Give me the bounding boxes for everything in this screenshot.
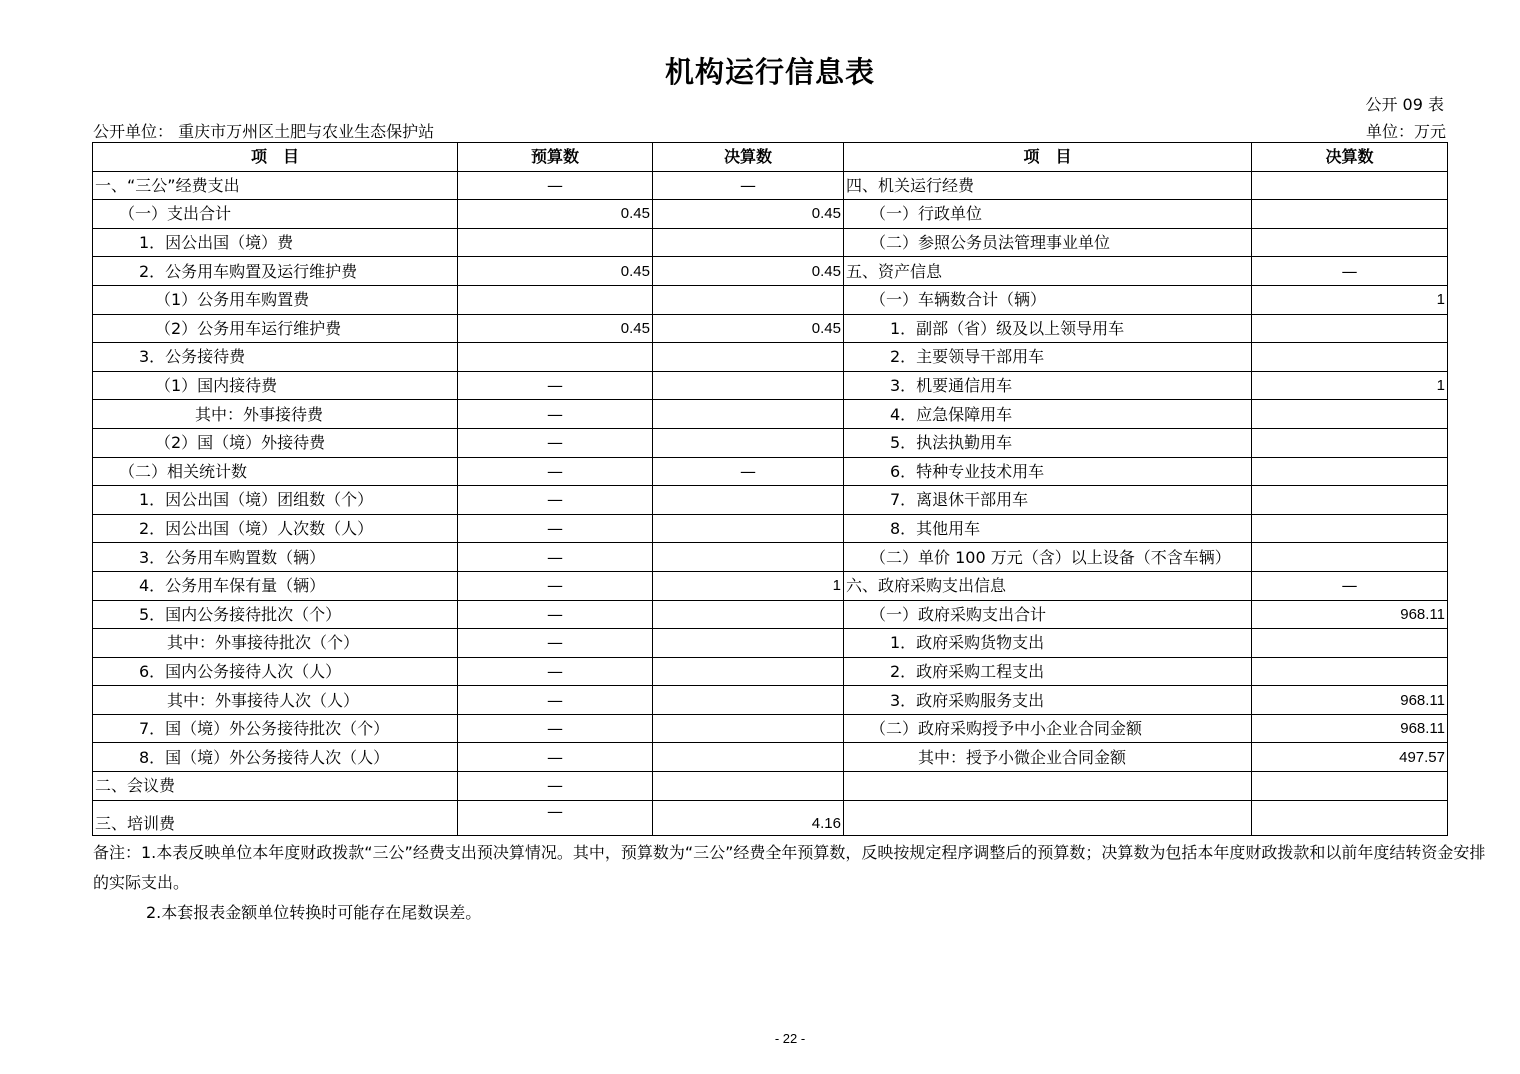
budget-cell: — <box>458 657 653 686</box>
right-item-cell: 四、机关运行经费 <box>844 171 1252 200</box>
budget-cell: — <box>458 800 653 835</box>
budget-cell: 0.45 <box>458 314 653 343</box>
left-item-cell: 其中：外事接待人次（人） <box>93 686 458 715</box>
table-row <box>93 514 1448 543</box>
budget-cell: — <box>458 514 653 543</box>
table-row <box>93 457 1448 486</box>
budget-cell: 0.45 <box>458 200 653 229</box>
left-item-cell: （二）相关统计数 <box>93 457 458 486</box>
right-final-cell: 1 <box>1252 371 1448 400</box>
table-row <box>93 400 1448 429</box>
right-item-cell <box>844 800 1252 835</box>
table-row <box>93 686 1448 715</box>
right-final-cell <box>1252 314 1448 343</box>
table-row <box>93 428 1448 457</box>
page-number: - 22 - <box>774 1031 806 1046</box>
right-item-cell: 3．机要通信用车 <box>844 371 1252 400</box>
right-item-cell: 2．主要领导干部用车 <box>844 343 1252 372</box>
final-cell <box>653 629 844 658</box>
right-final-cell: 1 <box>1252 285 1448 314</box>
currency-unit: 单位：万元 <box>1365 122 1446 141</box>
page-title: 机构运行信息表 <box>664 55 875 89</box>
table-row <box>93 228 1448 257</box>
budget-cell: — <box>458 743 653 772</box>
final-cell <box>653 543 844 572</box>
right-final-cell <box>1252 457 1448 486</box>
right-item-cell: （二）参照公务员法管理事业单位 <box>844 228 1252 257</box>
right-final-cell <box>1252 343 1448 372</box>
table-row <box>93 371 1448 400</box>
final-cell <box>653 772 844 801</box>
right-final-cell: — <box>1252 257 1448 286</box>
table-row <box>93 171 1448 200</box>
right-item-cell: 8．其他用车 <box>844 514 1252 543</box>
left-item-cell: 3．公务接待费 <box>93 343 458 372</box>
final-cell <box>653 743 844 772</box>
final-cell <box>653 428 844 457</box>
unit-label-group <box>93 119 434 142</box>
final-cell <box>653 285 844 314</box>
final-cell <box>653 371 844 400</box>
header-left-item: 项 目 <box>93 143 458 172</box>
table-row <box>93 714 1448 743</box>
right-final-cell: 968.11 <box>1252 714 1448 743</box>
budget-cell: — <box>458 371 653 400</box>
left-item-cell: 3．公务用车购置数（辆） <box>93 543 458 572</box>
right-item-cell: 其中：授予小微企业合同金额 <box>844 743 1252 772</box>
table-row <box>93 600 1448 629</box>
budget-cell: — <box>458 543 653 572</box>
final-cell <box>653 400 844 429</box>
right-final-cell <box>1252 543 1448 572</box>
budget-cell: — <box>458 600 653 629</box>
table-row <box>93 314 1448 343</box>
right-item-cell: （一）行政单位 <box>844 200 1252 229</box>
right-final-cell <box>1252 629 1448 658</box>
unit-label: 公开单位： <box>93 122 174 141</box>
left-item-cell: （2）国（境）外接待费 <box>93 428 458 457</box>
budget-cell: — <box>458 486 653 515</box>
right-final-cell <box>1252 200 1448 229</box>
right-item-cell: 五、资产信息 <box>844 257 1252 286</box>
right-final-cell: 968.11 <box>1252 600 1448 629</box>
final-cell <box>653 600 844 629</box>
unit-info-row <box>93 119 1446 141</box>
note-1: 备注：1.本表反映单位本年度财政拨款“三公”经费支出预决算情况。其中，预算数为“三公”经费全年预算数，反映按规定程序调整后的预算数；决算数为包括本年度财政拨款和以前年度结转资金安排的实际支出。 <box>93 843 1486 892</box>
right-item-cell: （二）单价 100 万元（含）以上设备（不含车辆） <box>844 543 1252 572</box>
right-item-cell: （二）政府采购授予中小企业合同金额 <box>844 714 1252 743</box>
right-item-cell: （一）政府采购支出合计 <box>844 600 1252 629</box>
left-item-cell: 6．国内公务接待人次（人） <box>93 657 458 686</box>
right-item-cell: 1．副部（省）级及以上领导用车 <box>844 314 1252 343</box>
table-row <box>93 629 1448 658</box>
left-item-cell: 其中：外事接待费 <box>93 400 458 429</box>
budget-cell: — <box>458 400 653 429</box>
final-cell: 0.45 <box>653 257 844 286</box>
left-item-cell: 2．公务用车购置及运行维护费 <box>93 257 458 286</box>
right-item-cell: 2．政府采购工程支出 <box>844 657 1252 686</box>
budget-cell <box>458 343 653 372</box>
budget-cell: — <box>458 571 653 600</box>
header-final: 决算数 <box>653 143 844 172</box>
header-row <box>93 143 1448 172</box>
left-item-cell: 8．国（境）外公务接待人次（人） <box>93 743 458 772</box>
budget-cell: — <box>458 772 653 801</box>
right-final-cell <box>1252 514 1448 543</box>
final-cell: 4.16 <box>653 800 844 835</box>
left-item-cell: 5．国内公务接待批次（个） <box>93 600 458 629</box>
table-row <box>93 800 1448 835</box>
right-item-cell: 5．执法执勤用车 <box>844 428 1252 457</box>
final-cell: 1 <box>653 571 844 600</box>
budget-cell <box>458 228 653 257</box>
table-row <box>93 543 1448 572</box>
table-row <box>93 200 1448 229</box>
table-row <box>93 772 1448 801</box>
header-budget: 预算数 <box>458 143 653 172</box>
right-final-cell: — <box>1252 571 1448 600</box>
left-item-cell: 一、“三公”经费支出 <box>93 171 458 200</box>
unit-name: 重庆市万州区土肥与农业生态保护站 <box>178 122 435 141</box>
left-item-cell: （1）国内接待费 <box>93 371 458 400</box>
right-final-cell <box>1252 800 1448 835</box>
right-final-cell <box>1252 228 1448 257</box>
budget-cell: — <box>458 686 653 715</box>
table-row <box>93 657 1448 686</box>
right-final-cell <box>1252 428 1448 457</box>
table-row <box>93 343 1448 372</box>
left-item-cell: 7．国（境）外公务接待批次（个） <box>93 714 458 743</box>
right-final-cell <box>1252 486 1448 515</box>
left-item-cell: 1．因公出国（境）费 <box>93 228 458 257</box>
right-item-cell: 6．特种专业技术用车 <box>844 457 1252 486</box>
right-item-cell: 7．离退休干部用车 <box>844 486 1252 515</box>
final-cell: — <box>653 171 844 200</box>
left-item-cell: （2）公务用车运行维护费 <box>93 314 458 343</box>
right-final-cell <box>1252 657 1448 686</box>
final-cell <box>653 228 844 257</box>
final-cell <box>653 657 844 686</box>
table-row <box>93 257 1448 286</box>
notes <box>93 838 1488 928</box>
budget-cell: — <box>458 457 653 486</box>
budget-cell <box>458 285 653 314</box>
operation-info-table <box>92 142 1448 836</box>
budget-cell: 0.45 <box>458 257 653 286</box>
header-right-final: 决算数 <box>1252 143 1448 172</box>
left-item-cell: （一）支出合计 <box>93 200 458 229</box>
budget-cell: — <box>458 714 653 743</box>
right-item-cell: 1．政府采购货物支出 <box>844 629 1252 658</box>
final-cell <box>653 343 844 372</box>
left-item-cell: 三、培训费 <box>93 800 458 835</box>
table-row <box>93 571 1448 600</box>
right-item-cell <box>844 772 1252 801</box>
final-cell <box>653 514 844 543</box>
header-right-item: 项 目 <box>844 143 1252 172</box>
left-item-cell: （1）公务用车购置费 <box>93 285 458 314</box>
note-2: 2.本套报表金额单位转换时可能存在尾数误差。 <box>146 903 482 922</box>
budget-cell: — <box>458 171 653 200</box>
right-final-cell: 497.57 <box>1252 743 1448 772</box>
right-item-cell: 3．政府采购服务支出 <box>844 686 1252 715</box>
final-cell <box>653 714 844 743</box>
right-final-cell: 968.11 <box>1252 686 1448 715</box>
left-item-cell: 4．公务用车保有量（辆） <box>93 571 458 600</box>
final-cell <box>653 686 844 715</box>
table-row <box>93 486 1448 515</box>
left-item-cell: 二、会议费 <box>93 772 458 801</box>
final-cell <box>653 486 844 515</box>
right-final-cell <box>1252 772 1448 801</box>
left-item-cell: 其中：外事接待批次（个） <box>93 629 458 658</box>
budget-cell: — <box>458 428 653 457</box>
table-row <box>93 743 1448 772</box>
table-row <box>93 285 1448 314</box>
final-cell: — <box>653 457 844 486</box>
final-cell: 0.45 <box>653 314 844 343</box>
left-item-cell: 1．因公出国（境）团组数（个） <box>93 486 458 515</box>
right-final-cell <box>1252 171 1448 200</box>
form-number: 公开 09 表 <box>1365 95 1444 114</box>
right-final-cell <box>1252 400 1448 429</box>
final-cell: 0.45 <box>653 200 844 229</box>
right-item-cell: （一）车辆数合计（辆） <box>844 285 1252 314</box>
right-item-cell: 4．应急保障用车 <box>844 400 1252 429</box>
right-item-cell: 六、政府采购支出信息 <box>844 571 1252 600</box>
budget-cell: — <box>458 629 653 658</box>
left-item-cell: 2．因公出国（境）人次数（人） <box>93 514 458 543</box>
